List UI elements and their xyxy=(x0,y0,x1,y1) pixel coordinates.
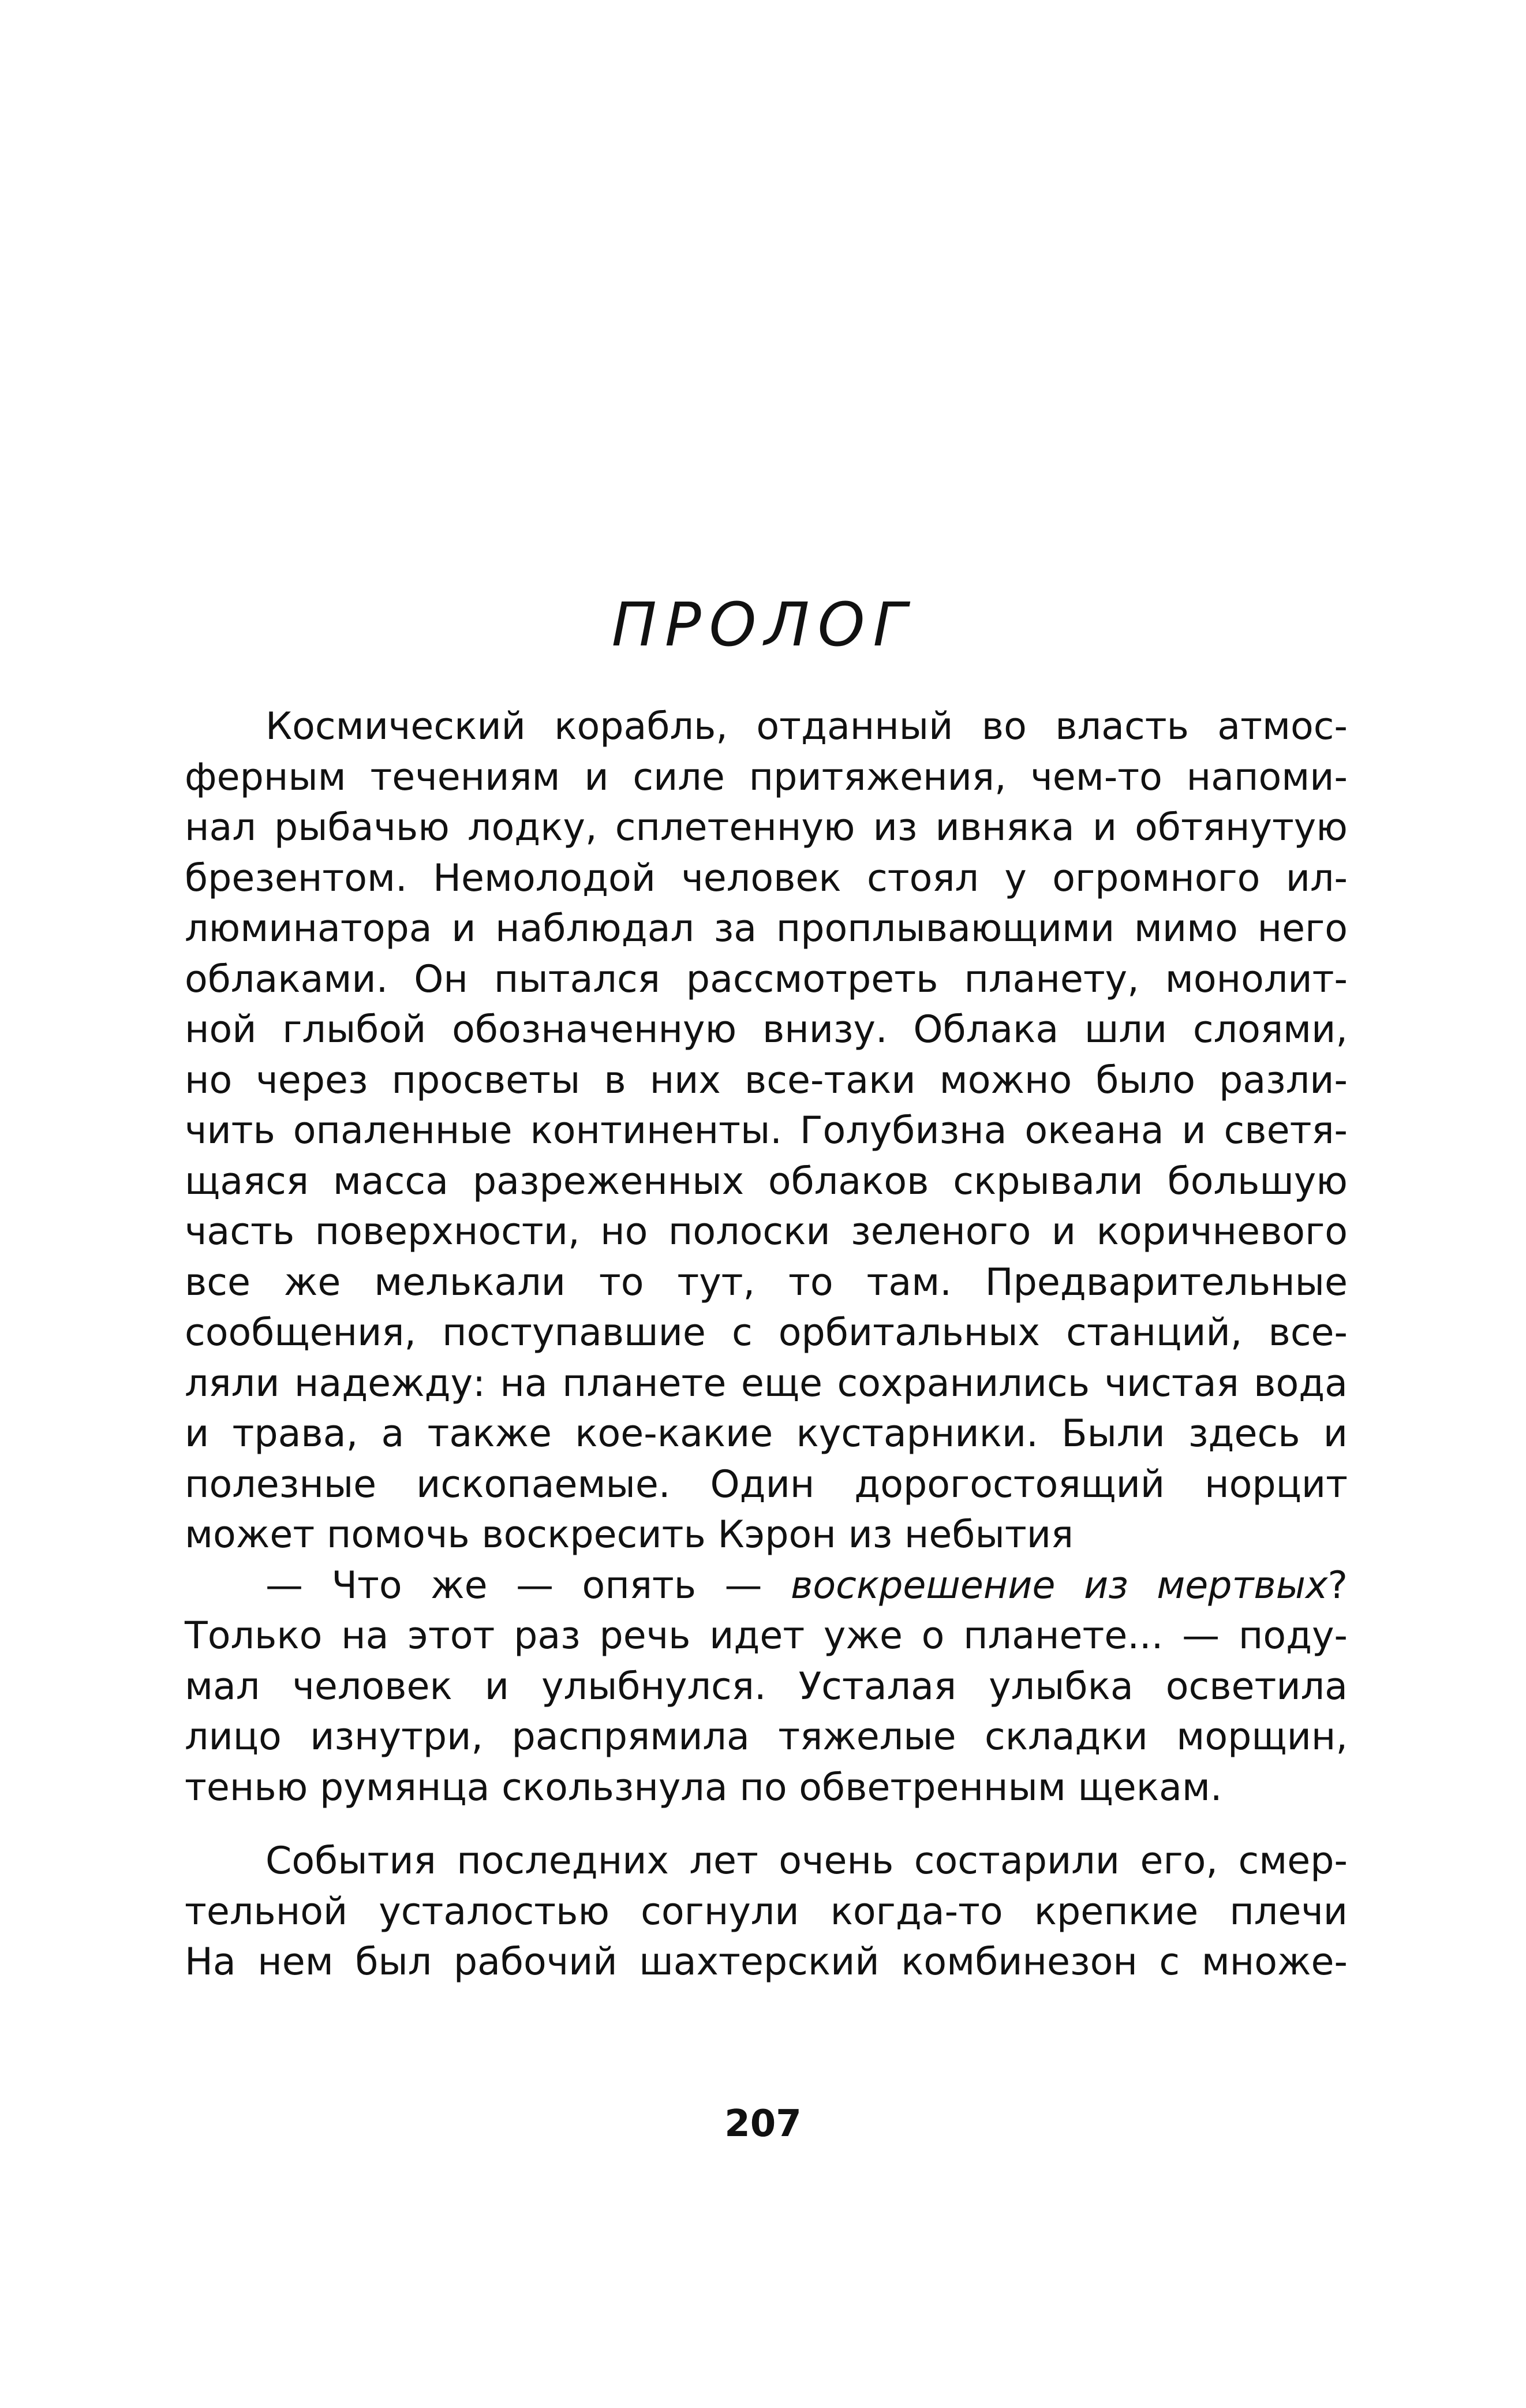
text-line: все же мелькали то тут, то там. Предварительные xyxy=(185,1260,1348,1304)
text-line: На нем был рабочий шахтерский комбинезон с множе- xyxy=(185,1940,1348,1984)
text-line: лицо изнутри, распрямила тяжелые складки морщин, xyxy=(185,1715,1348,1759)
text-line: нал рыбачью лодку, сплетенную из ивняка и обтянутую xyxy=(185,806,1348,849)
text-line: полезные ископаемые. Один дорогостоящий норцит xyxy=(185,1462,1348,1506)
text-line: чить опаленные континенты. Голубизна океана и светя- xyxy=(185,1109,1348,1152)
paragraph-spacer xyxy=(185,1813,1348,1836)
text-line: тельной усталостью согнули когда-то крепкие плечи xyxy=(185,1890,1348,1933)
dialogue-punctuation: ? xyxy=(1327,1563,1348,1607)
text-line: брезентом. Немолодой человек стоял у огромного ил- xyxy=(185,856,1348,900)
page-number: 207 xyxy=(724,2103,802,2145)
paragraph-2 xyxy=(185,1560,1348,1813)
text-line: Только на этот раз речь идет уже о планете... — поду- xyxy=(185,1614,1348,1657)
text-line: облаками. Он пытался рассмотреть планету, монолит- xyxy=(185,957,1348,1001)
text-line: щаяся масса разреженных облаков скрывали большую xyxy=(185,1159,1348,1203)
text-line: может помочь воскресить Кэрон из небытия xyxy=(185,1513,1074,1556)
text-line: ляли надежду: на планете еще сохранились чистая вода xyxy=(185,1361,1348,1405)
dialogue-line xyxy=(185,1560,1348,1611)
text-line: часть поверхности, но полоски зеленого и коричневого xyxy=(185,1210,1348,1253)
text-line: тенью румянца скользнула по обветренным щекам. xyxy=(185,1765,1222,1809)
text-line: мал человек и улыбнулся. Усталая улыбка осветила xyxy=(185,1664,1348,1708)
text-line: сообщения, поступавшие с орбитальных станций, все- xyxy=(185,1311,1348,1354)
text-line: и трава, а также кое-какие кустарники. Были здесь и xyxy=(185,1412,1348,1455)
paragraph-1 xyxy=(185,701,1348,1560)
text-line: люминатора и наблюдал за проплывающими мимо него xyxy=(185,907,1348,950)
dialogue-start: — Что же — опять — xyxy=(265,1563,791,1607)
text-line: События последних лет очень состарили его, смер- xyxy=(265,1839,1348,1883)
italic-phrase: воскрешение из мертвых xyxy=(791,1563,1328,1607)
text-line: но через просветы в них все-таки можно было разли- xyxy=(185,1058,1348,1102)
paragraph-3 xyxy=(185,1836,1348,1988)
text-line: ферным течениям и силе притяжения, чем-то напоми- xyxy=(185,755,1348,799)
chapter-title: ПРОЛОГ xyxy=(611,589,915,660)
body-text xyxy=(185,701,1348,1988)
text-line: Космический корабль, отданный во власть атмос- xyxy=(265,705,1348,748)
text-line: ной глыбой обозначенную внизу. Облака шли слоями, xyxy=(185,1008,1348,1051)
